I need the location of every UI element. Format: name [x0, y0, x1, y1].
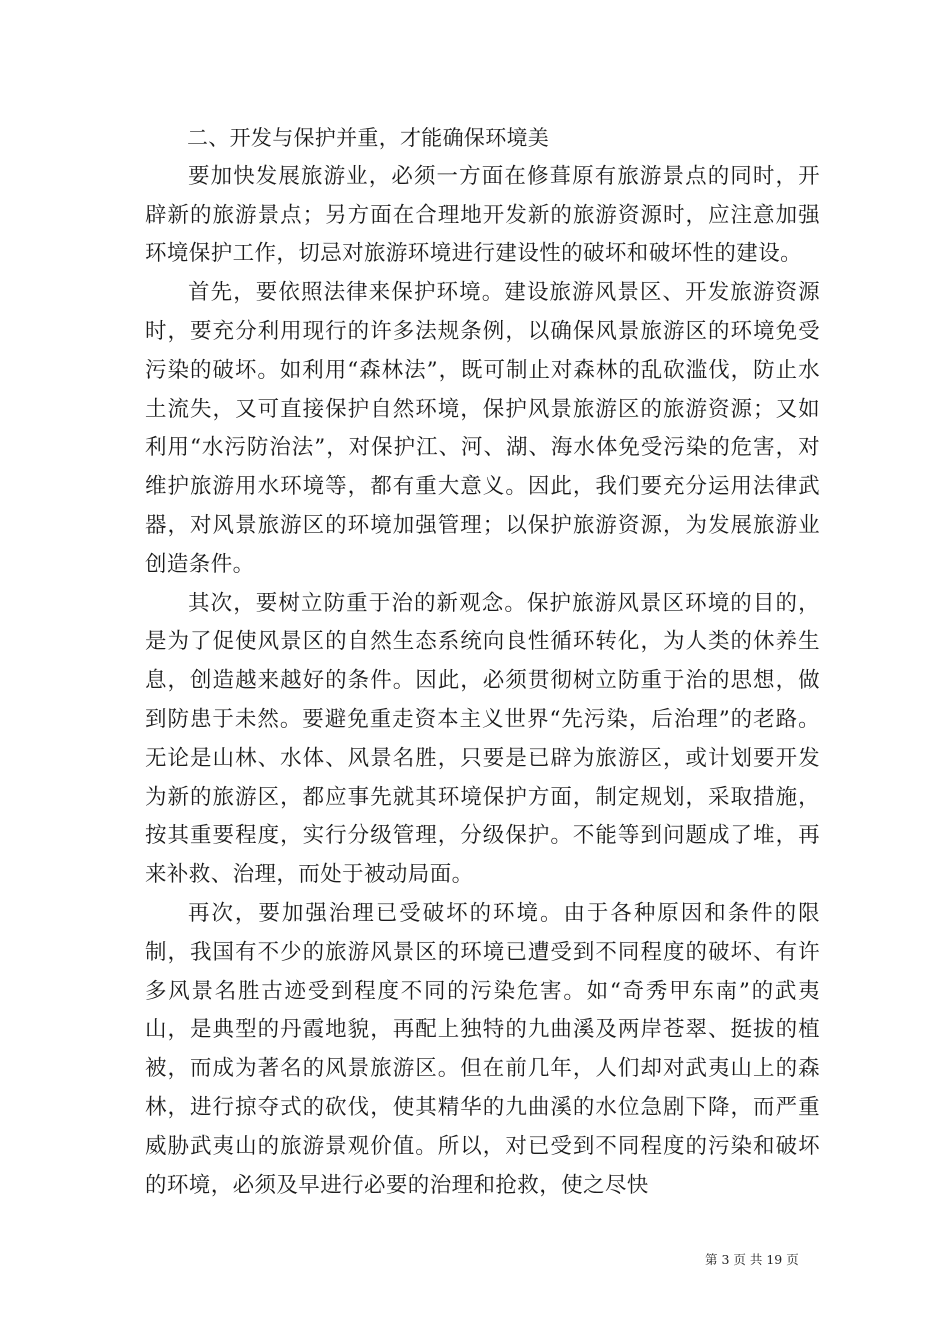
section-heading: 二、开发与保护并重，才能确保环境美 [187, 126, 550, 150]
document-body [145, 119, 820, 1205]
paragraph-third: 再次，要加强治理已受破坏的环境。由于各种原因和条件的限制，我国有不少的旅游风景区的环境已遭受到不同程度的破坏、有许多风景名胜古迹受到程度不同的污染危害。如“奇秀甲东南”的武夷山，是典型的丹霞地貌，再配上独特的九曲溪及两岸苍翠、挺拔的植被，而成为著名的风景旅游区。但在前几年，人们却对武夷山上的森林，进行掠夺式的砍伐，使其精华的九曲溪的水位急剧下降，而严重威胁武夷山的旅游景观价值。所以，对已受到不同程度的污染和破坏的环境，必须及早进行必要的治理和抢救，使之尽快 [145, 900, 820, 1198]
paragraph-first: 首先，要依照法律来保护环境。建设旅游风景区、开发旅游资源时，要充分利用现行的许多法规条例，以确保风景旅游区的环境免受污染的破坏。如利用“森林法”，既可制止对森林的乱砍滥伐，防止水土流失，又可直接保护自然环境，保护风景旅游区的旅游资源；又如利用“水污防治法”，对保护江、河、湖、海水体免受污染的危害，对维护旅游用水环境等，都有重大意义。因此，我们要充分运用法律武器，对风景旅游区的环境加强管理；以保护旅游资源，为发展旅游业创造条件。 [145, 280, 820, 577]
paragraph-intro: 要加快发展旅游业，必须一方面在修葺原有旅游景点的同时，开辟新的旅游景点；另方面在合理地开发新的旅游资源时，应注意加强环境保护工作，切忌对旅游环境进行建设性的破坏和破坏性的建设。 [145, 163, 820, 267]
page-number-footer: 第 3 页 共 19 页 [705, 1252, 799, 1267]
paragraph-second: 其次，要树立防重于治的新观念。保护旅游风景区环境的目的，是为了促使风景区的自然生态系统向良性循环转化，为人类的休养生息，创造越来越好的条件。因此，必须贯彻树立防重于治的思想，做到防患于未然。要避免重走资本主义世界“先污染，后治理”的老路。无论是山林、水体、风景名胜，只要是已辟为旅游区，或计划要开发为新的旅游区，都应事先就其环境保护方面，制定规划，采取措施，按其重要程度，实行分级管理，分级保护。不能等到问题成了堆，再来补救、治理，而处于被动局面。 [145, 590, 820, 888]
